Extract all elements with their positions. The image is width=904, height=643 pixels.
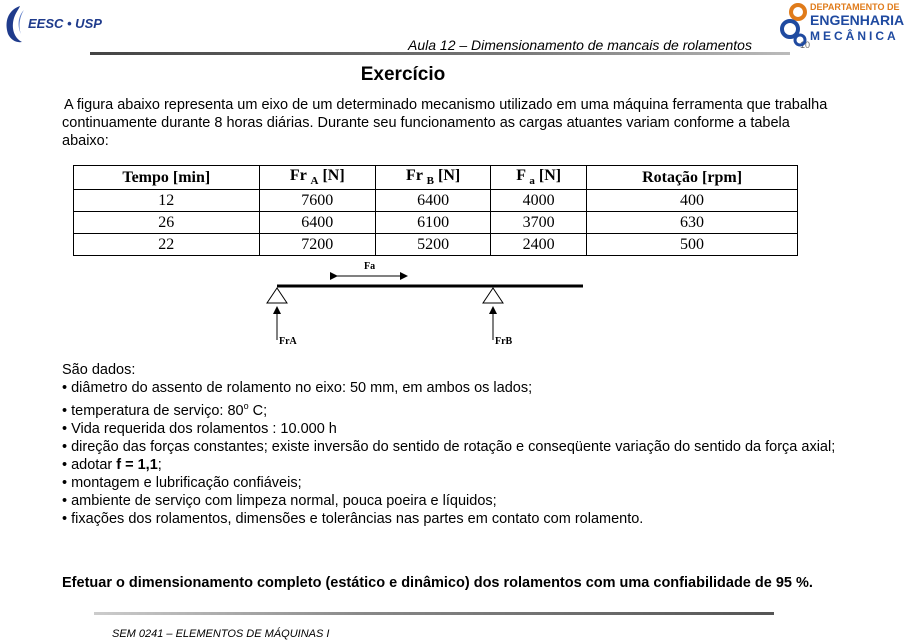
list-item: • adotar f = 1,1; — [62, 456, 162, 473]
table-cell: 6400 — [259, 212, 375, 234]
table-cell: 6400 — [376, 190, 491, 212]
table-row — [74, 234, 798, 256]
course-footer: SEM 0241 – ELEMENTOS DE MÁQUINAS I — [112, 628, 330, 640]
table-cell: 6100 — [376, 212, 491, 234]
list-item: • montagem e lubrificação confiáveis; — [62, 474, 302, 491]
table-cell: 12 — [74, 190, 260, 212]
list-item: • direção das forças constantes; existe inversão do sentido de rotação e conseqüente variação do sentido da força axial; — [62, 438, 836, 455]
table-row — [74, 190, 798, 212]
header-fa: F $_a$ [N] — [491, 166, 587, 190]
list-item: • fixações dos rolamentos, dimensões e tolerâncias nas partes em contato com rolamento. — [62, 510, 644, 527]
given-data-heading: São dados: — [62, 362, 136, 378]
footer-divider — [94, 612, 774, 615]
header-rotacao: Rotação [rpm] — [587, 166, 798, 190]
table-cell: 630 — [587, 212, 798, 234]
eesc-usp-text: EESC • USP — [28, 16, 102, 31]
table-cell: 2400 — [491, 234, 587, 256]
axial-force-label: Fa — [364, 261, 376, 272]
task-statement: Efetuar o dimensionamento completo (estático e dinâmico) dos rolamentos com uma confiabilidade de 95 %. — [62, 575, 813, 591]
header-tempo: Tempo [min] — [74, 166, 260, 190]
department-gear-icon — [778, 2, 810, 46]
table-header-row — [74, 166, 798, 190]
table-cell: 400 — [587, 190, 798, 212]
radial-force-b-label: FrB — [495, 336, 513, 347]
support-a-triangle — [267, 288, 287, 303]
table-cell: 3700 — [491, 212, 587, 234]
table-cell: 4000 — [491, 190, 587, 212]
logo-line-engenharia: ENGENHARIA — [810, 12, 904, 28]
list-item: • diâmetro do assento de rolamento no eixo: 50 mm, em ambos os lados; — [62, 380, 533, 396]
list-item: • ambiente de serviço com limpeza normal, pouca poeira e líquidos; — [62, 492, 497, 509]
mechanical-engineering-logo — [778, 2, 904, 46]
list-item: • temperatura de serviço: 80$^o$ C; — [62, 401, 268, 419]
table-cell: 22 — [74, 234, 260, 256]
given-data-list — [62, 361, 842, 528]
table-cell: 500 — [587, 234, 798, 256]
eesc-usp-logo — [2, 4, 102, 44]
load-table — [73, 165, 798, 256]
table-cell: 7600 — [259, 190, 375, 212]
logo-line-department: DEPARTAMENTO DE — [810, 2, 900, 12]
list-item: • Vida requerida dos rolamentos : 10.000 h — [62, 420, 337, 437]
page-title: Exercício — [360, 64, 446, 85]
table-cell: 26 — [74, 212, 260, 234]
table-cell: 5200 — [376, 234, 491, 256]
lecture-subtitle: Aula 12 – Dimensionamento de mancais de rolamentos — [408, 37, 752, 53]
header-frb: Fr $_B$ [N] — [376, 166, 491, 190]
support-b-triangle — [483, 288, 503, 303]
shaft-diagram — [255, 255, 595, 350]
header-fra: Fr $_A$ [N] — [259, 166, 375, 190]
logo-line-mecanica: MECÂNICA — [810, 29, 899, 43]
intro-paragraph: A figura abaixo representa um eixo de um determinado mecanismo utilizado em uma máquina ferramenta que trabalha continuamente durante 8 horas diárias. Durante seu funcionamento as cargas atuantes variam conforme a tabela abaixo: — [62, 97, 828, 149]
page-number: 10 — [800, 40, 811, 50]
table-cell: 7200 — [259, 234, 375, 256]
table-row — [74, 212, 798, 234]
radial-force-a-label: FrA — [279, 336, 297, 347]
